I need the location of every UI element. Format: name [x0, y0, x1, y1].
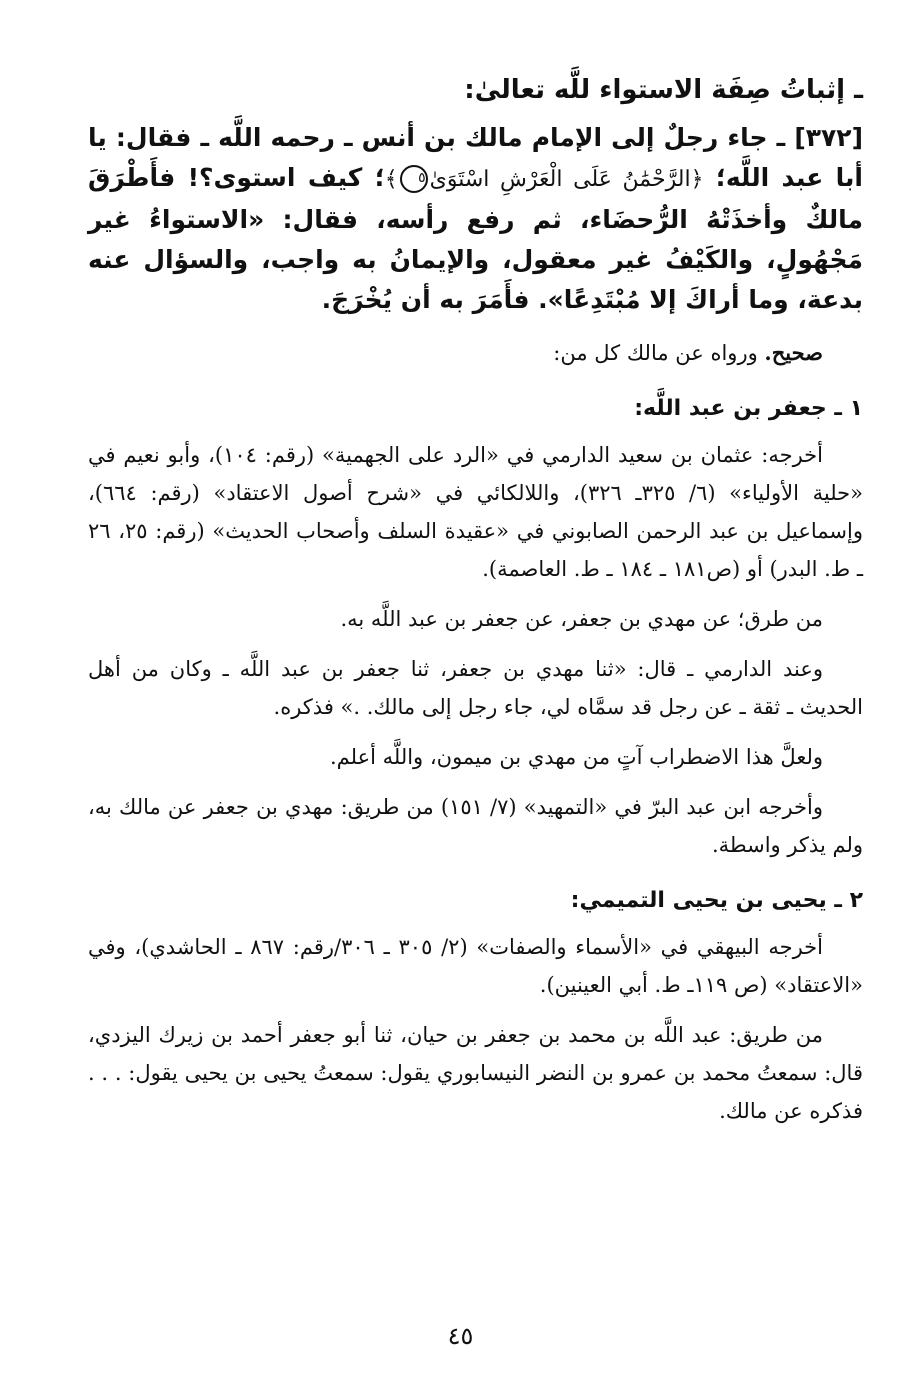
- narrator-1-paragraph-2: من طرق؛ عن مهدي بن جعفر، عن جعفر بن عبد اللَّه به.: [340, 607, 823, 631]
- grading-label: صحيح.: [764, 340, 823, 365]
- ayah-number-mark: ٥: [400, 165, 428, 193]
- narrator-1-title: ١ ـ جعفر بن عبد اللَّه:: [634, 396, 863, 421]
- page-number: ٤٥: [447, 1322, 474, 1350]
- narrator-2-paragraph-1: أخرجه البيهقي في «الأسماء والصفات» (٢/ ٣٠٥ ـ ٣٠٦/رقم: ٨٦٧ ـ الحاشدي)، وفي «الاعتقاد» (ص ١١٩ـ ط. أبي العينين).: [88, 935, 863, 997]
- quran-close-bracket: ﴾: [384, 167, 398, 192]
- grading-rest: ورواه عن مالك كل من:: [553, 341, 765, 365]
- narrator-1-paragraph-1: أخرجه: عثمان بن سعيد الدارمي في «الرد على الجهمية» (رقم: ١٠٤)، وأبو نعيم في «حلية الأولياء» (٦/ ٣٢٥ـ ٣٢٦)، واللالكائي في «شرح أصول الاعتقاد» (رقم: ٦٦٤)، وإسماعيل بن عبد الرحمن الصابوني في «عقيدة السلف وأصحاب الحديث» (رقم: ٢٥، ٢٦ ـ ط. البدر) أو (ص١٨١ ـ ١٨٤ ـ ط. العاصمة).: [88, 443, 864, 581]
- hadith-number: [٣٧٢]: [794, 123, 863, 152]
- grading-paragraph: [88, 334, 863, 372]
- quran-verse: ﴿الرَّحْمَٰنُ عَلَى الْعَرْشِ اسْتَوَىٰ: [429, 167, 704, 192]
- narrator-1-paragraph-4: ولعلَّ هذا الاضطراب آتٍ من مهدي بن ميمون، واللَّه أعلم.: [329, 745, 823, 769]
- hadith-text-part-2: ؛ كيف استوى؟! فأَطْرَقَ مالكٌ وأخذَتْهُ الرُّحضَاء، ثم رفع رأسه، فقال: «الاستواءُ غير مَجْهُولٍ، والكَيْفُ غير معقول، والإيمانُ به واجب، والسؤال عنه بدعة، وما أراكَ إلا مُبْتَدِعًا». فأَمَرَ به أن يُخْرَجَ.: [88, 163, 863, 314]
- narrator-1-paragraph-3: وعند الدارمي ـ قال: «ثنا مهدي بن جعفر، ثنا جعفر بن عبد اللَّه ـ وكان من أهل الحديث ـ ثقة ـ عن رجل قد سمَّاه لي، جاء رجل إلى مالك. .» فذكره.: [88, 657, 863, 719]
- narrator-2-title: ٢ ـ يحيى بن يحيى التميمي:: [570, 888, 863, 913]
- section-title: ـ إثباتُ صِفَة الاستواء للَّه تعالىٰ:: [464, 75, 863, 105]
- narrator-2-paragraph-2: من طريق: عبد اللَّه بن محمد بن جعفر بن حيان، ثنا أبو جعفر أحمد بن زيرك اليزدي، قال: سمعتُ محمد بن عمرو بن النضر النيسابوري يقول: سمعتُ يحيى بن يحيى يقول: . . . فذكره عن مالك.: [88, 1023, 863, 1123]
- document-page: [88, 70, 863, 1310]
- hadith-text: [88, 118, 863, 320]
- narrator-1-paragraph-5: وأخرجه ابن عبد البرّ في «التمهيد» (٧/ ١٥١) من طريق: مهدي بن جعفر عن مالك به، ولم يذكر واسطة.: [88, 795, 863, 857]
- hadith-text-part-1: ـ جاء رجلٌ إلى الإمام مالك بن أنس ـ رحمه اللَّه ـ فقال: يا أبا عبد اللَّه؛: [88, 123, 863, 192]
